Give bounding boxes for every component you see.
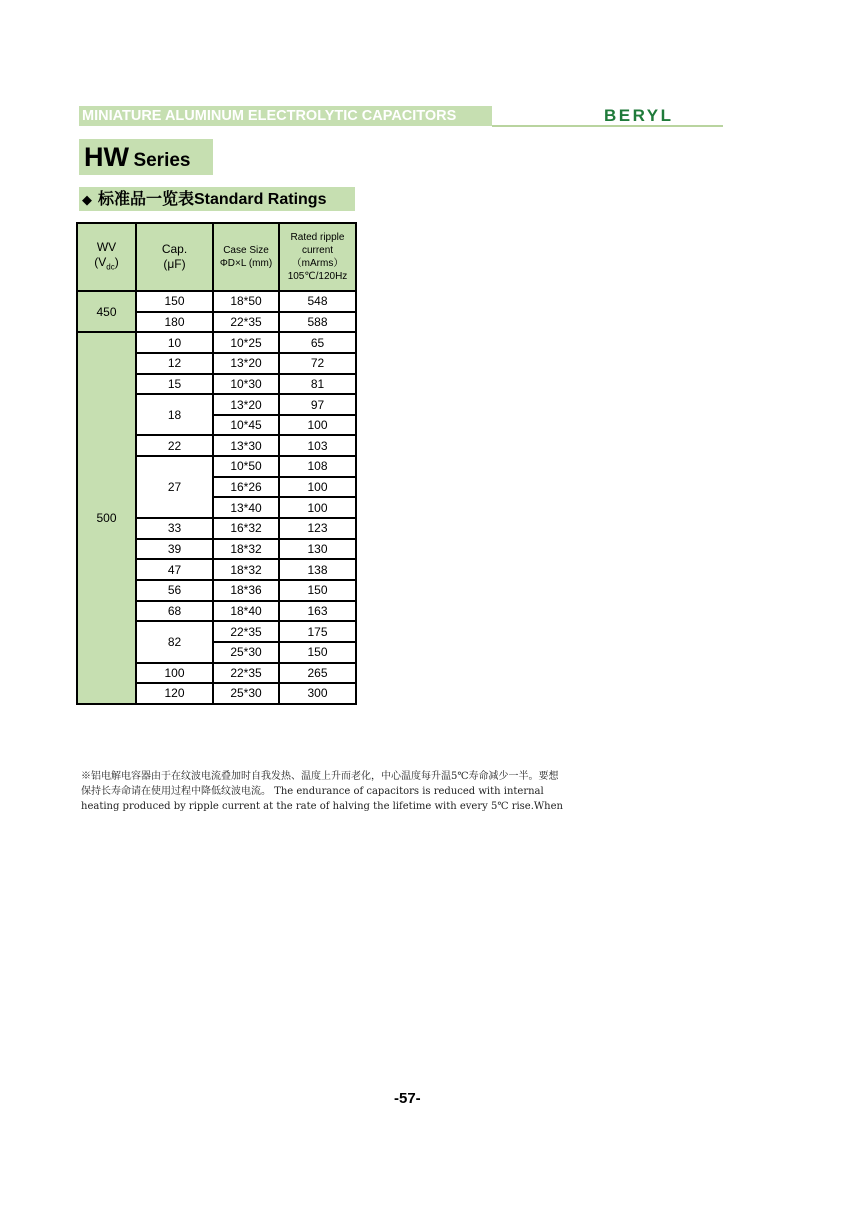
ripple-current-cell: 100 — [279, 477, 356, 498]
header-case-size — [213, 223, 279, 291]
ripple-current-cell: 163 — [279, 601, 356, 622]
case-size-cell: 25*30 — [213, 683, 279, 704]
header-cap-label: Cap. — [161, 242, 188, 256]
ripple-current-cell: 130 — [279, 539, 356, 560]
header-ripple — [279, 223, 356, 291]
cap-cell: 18 — [136, 394, 213, 435]
header-ripple-line3: （mArms） — [291, 258, 344, 269]
cap-cell: 27 — [136, 456, 213, 518]
header-ripple-line1: Rated ripple — [290, 232, 345, 243]
section-banner — [79, 106, 492, 126]
note-line-2: 保持长寿命请在使用过程中降低纹波电流。 The endurance of capacitors is reduced with internal — [81, 786, 544, 797]
ratings-title: 标准品一览表Standard Ratings — [98, 191, 327, 208]
page-number: -57- — [394, 1090, 421, 1107]
cap-cell: 47 — [136, 559, 213, 580]
case-size-cell: 18*50 — [213, 291, 279, 312]
header-wv-unit-main: V — [98, 254, 107, 269]
ripple-current-cell: 548 — [279, 291, 356, 312]
cap-cell: 33 — [136, 518, 213, 539]
case-size-cell: 22*35 — [213, 312, 279, 333]
ripple-current-cell: 175 — [279, 621, 356, 642]
case-size-cell: 10*50 — [213, 456, 279, 477]
cap-cell: 180 — [136, 312, 213, 333]
note-line-3: heating produced by ripple current at the rate of halving the lifetime with every 5℃ rise.When — [81, 801, 563, 812]
banner-text: MINIATURE ALUMINUM ELECTROLYTIC CAPACITORS — [82, 108, 457, 124]
header-case-label: Case Size — [223, 245, 269, 256]
case-size-cell: 13*20 — [213, 353, 279, 374]
ripple-current-cell: 588 — [279, 312, 356, 333]
header-wv — [77, 223, 136, 291]
cap-cell: 82 — [136, 621, 213, 662]
table-row — [77, 332, 356, 353]
cap-cell: 15 — [136, 374, 213, 395]
table-row — [77, 291, 356, 312]
case-size-cell: 18*32 — [213, 539, 279, 560]
ratings-heading — [79, 187, 355, 211]
series-code: HW — [84, 142, 129, 172]
case-size-cell: 18*32 — [213, 559, 279, 580]
header-ripple-line4: 105℃/120Hz — [287, 271, 348, 282]
ripple-current-cell: 81 — [279, 374, 356, 395]
series-word: Series — [133, 150, 191, 171]
case-size-cell: 13*30 — [213, 435, 279, 456]
wv-cell: 500 — [77, 332, 136, 704]
standard-ratings-table — [76, 222, 357, 705]
wv-cell: 450 — [77, 291, 136, 332]
cap-cell: 22 — [136, 435, 213, 456]
table-body — [77, 291, 356, 704]
ripple-current-cell: 97 — [279, 394, 356, 415]
ripple-current-cell: 100 — [279, 497, 356, 518]
ripple-current-cell: 150 — [279, 642, 356, 663]
note-line-1: ※铝电解电容器由于在纹波电流叠加时自我发热、温度上升而老化，中心温度每升温5℃寿命减少一半。要想 — [81, 771, 559, 782]
diamond-icon: ◆ — [82, 192, 92, 207]
ripple-current-cell: 72 — [279, 353, 356, 374]
header-wv-unit-sub: dc — [106, 262, 115, 272]
header-ripple-line2: current — [301, 245, 334, 256]
case-size-cell: 16*26 — [213, 477, 279, 498]
cap-cell: 100 — [136, 663, 213, 684]
ripple-current-cell: 103 — [279, 435, 356, 456]
header-wv-label: WV — [96, 239, 117, 254]
case-size-cell: 18*36 — [213, 580, 279, 601]
ripple-current-cell: 108 — [279, 456, 356, 477]
case-size-cell: 16*32 — [213, 518, 279, 539]
cap-cell: 12 — [136, 353, 213, 374]
ripple-current-cell: 150 — [279, 580, 356, 601]
cap-cell: 56 — [136, 580, 213, 601]
case-size-cell: 10*30 — [213, 374, 279, 395]
cap-cell: 10 — [136, 332, 213, 353]
ripple-current-cell: 265 — [279, 663, 356, 684]
ripple-note — [81, 769, 681, 814]
case-size-cell: 10*25 — [213, 332, 279, 353]
brand-logo: BERYL — [604, 106, 674, 125]
ripple-current-cell: 300 — [279, 683, 356, 704]
ripple-current-cell: 65 — [279, 332, 356, 353]
cap-cell: 68 — [136, 601, 213, 622]
case-size-cell: 18*40 — [213, 601, 279, 622]
case-size-cell: 22*35 — [213, 621, 279, 642]
header-wv-unit: $(V_{dc})$ — [94, 254, 119, 272]
series-title — [79, 139, 213, 175]
cap-cell: 120 — [136, 683, 213, 704]
header-case-unit: ΦD×L (mm) — [219, 258, 273, 269]
header-cap — [136, 223, 213, 291]
header-cap-unit: (μF) — [163, 257, 186, 271]
cap-cell: 39 — [136, 539, 213, 560]
case-size-cell: 13*40 — [213, 497, 279, 518]
ripple-current-cell: 138 — [279, 559, 356, 580]
case-size-cell: 25*30 — [213, 642, 279, 663]
cap-cell: 150 — [136, 291, 213, 312]
ripple-current-cell: 100 — [279, 415, 356, 436]
case-size-cell: 22*35 — [213, 663, 279, 684]
case-size-cell: 13*20 — [213, 394, 279, 415]
ripple-current-cell: 123 — [279, 518, 356, 539]
table-header-row — [77, 223, 356, 291]
case-size-cell: 10*45 — [213, 415, 279, 436]
